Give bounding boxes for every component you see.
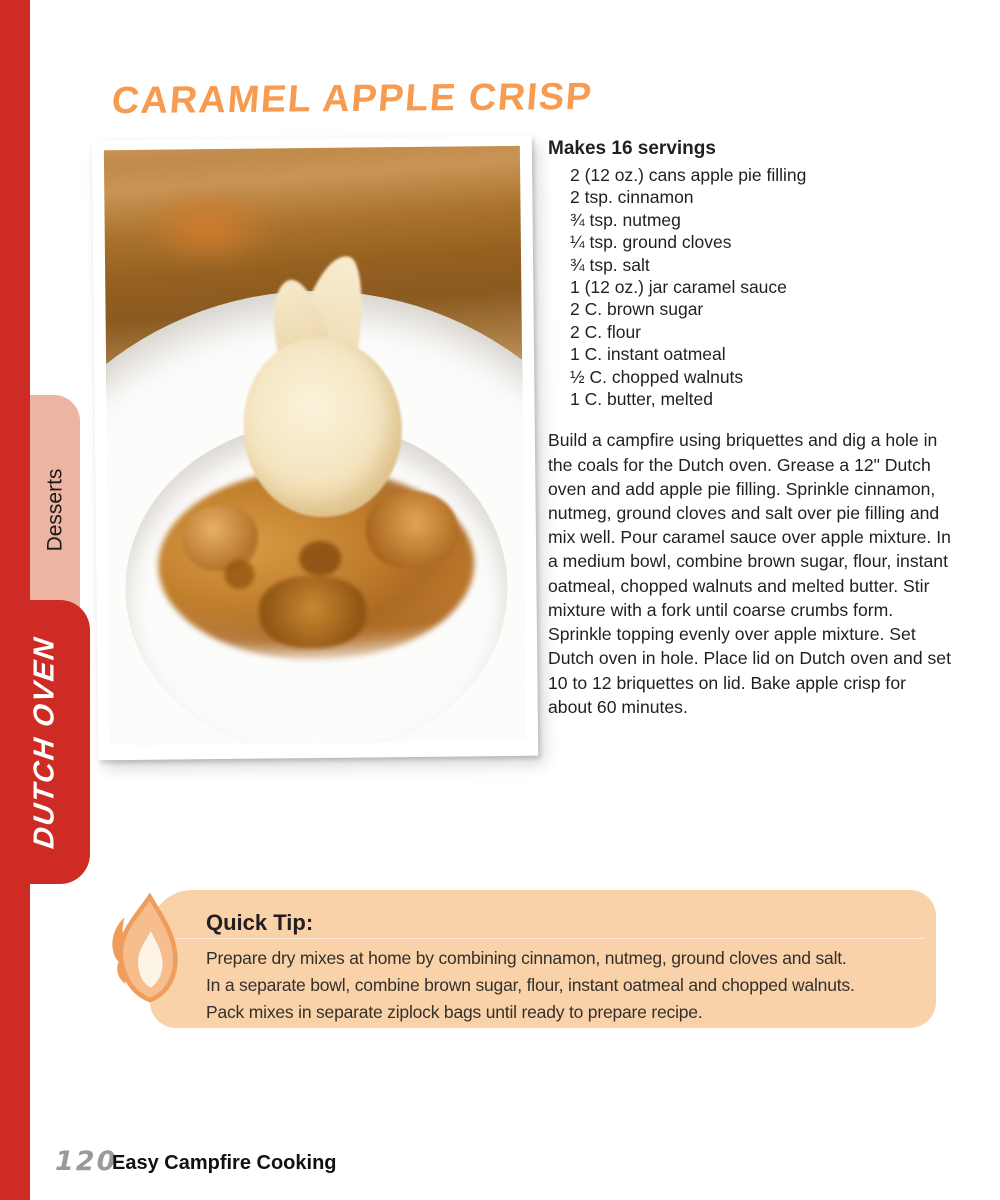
recipe-photo: [92, 136, 538, 761]
quick-tip-box: [150, 890, 936, 1028]
quick-tip-line: Pack mixes in separate ziplock bags until ready to prepare recipe.: [206, 1002, 703, 1022]
ingredient-item: 2 C. flour: [570, 321, 641, 342]
tab-desserts-label: Desserts: [43, 468, 67, 552]
tab-dutch-oven: [0, 600, 90, 884]
quick-tip-line: Prepare dry mixes at home by combining cinnamon, nutmeg, ground cloves and salt.: [206, 948, 847, 968]
ingredient-item: ¼ tsp. ground cloves: [570, 232, 732, 253]
ingredient-item: 2 (12 oz.) cans apple pie filling: [570, 165, 807, 185]
book-title: Easy Campfire Cooking: [112, 1152, 337, 1174]
quick-tip-divider: [176, 938, 924, 939]
ingredient-item: ½ C. chopped walnuts: [570, 366, 744, 387]
tab-dutch-oven-label: DUTCH OVEN: [28, 633, 61, 851]
ingredient-item: 2 C. brown sugar: [570, 299, 704, 320]
recipe-details: [548, 138, 952, 719]
servings-label: Makes 16 servings: [548, 138, 716, 159]
page-number: 120: [55, 1146, 118, 1177]
ingredient-item: 1 (12 oz.) jar caramel sauce: [570, 277, 787, 298]
flame-icon: [102, 891, 186, 1015]
ingredient-item: ¾ tsp. salt: [570, 254, 650, 275]
ingredient-item: 1 C. butter, melted: [570, 389, 713, 410]
quick-tip-heading: Quick Tip:: [206, 910, 314, 935]
ingredient-item: 1 C. instant oatmeal: [570, 344, 726, 365]
quick-tip-line: In a separate bowl, combine brown sugar, flour, instant oatmeal and chopped walnuts.: [206, 975, 855, 995]
quick-tip-body: [206, 945, 906, 1026]
tab-desserts: [30, 395, 80, 625]
ingredient-item: 2 tsp. cinnamon: [570, 187, 694, 208]
recipe-photo-image: [104, 146, 526, 745]
ingredient-list: [548, 164, 952, 410]
directions-text: Build a campfire using briquettes and dig a hole in the coals for the Dutch oven. Grease a 12" Dutch oven and add apple pie filling. Sprinkle cinnamon, nutmeg, ground cloves and salt over pie filling and mix well. Pour caramel sauce over apple mixture. In a medium bowl, combine brown sugar, flour, instant oatmeal, chopped walnuts and melted butter. Stir mixture with a fork until coarse crumbs form. Sprinkle topping evenly over apple mixture. Set Dutch oven in hole. Place lid on Dutch oven and set 10 to 12 briquettes on lid. Bake apple crisp for about 60 minutes.: [548, 430, 951, 717]
ingredient-item: ¾ tsp. nutmeg: [570, 209, 681, 230]
recipe-title: CARAMEL APPLE CRISP: [110, 75, 595, 123]
